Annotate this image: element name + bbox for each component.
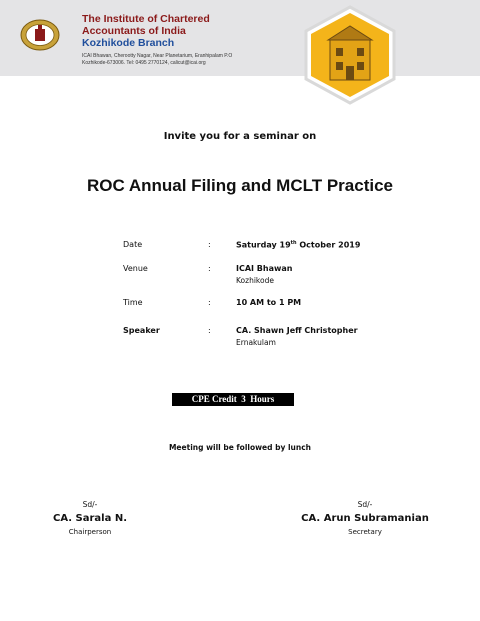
secretary-name: CA. Arun Subramanian	[301, 513, 429, 524]
venue-label: Venue	[123, 264, 148, 273]
venue-separator: :	[208, 264, 211, 273]
date-separator: :	[208, 240, 211, 249]
time-separator: :	[208, 298, 211, 307]
address-line2: Kozhikode-673006. Tel: 0495 2770124, calicut@icai.org	[82, 60, 206, 66]
lunch-note: Meeting will be followed by lunch	[168, 443, 312, 452]
date-value-suffix: th	[290, 240, 297, 246]
date-value	[236, 240, 360, 250]
date-value-day: Saturday 19	[236, 240, 291, 250]
secretary-sd: Sd/-	[357, 500, 373, 509]
time-label: Time	[123, 298, 143, 307]
speaker-label: Speaker	[123, 326, 160, 335]
address-line1: ICAI Bhawan, Cherootty Nagar, Near Planetarium, Eranhipalam P.O	[82, 53, 233, 59]
org-name-line1: The Institute of Chartered	[82, 13, 210, 25]
chairperson-role: Chairperson	[68, 528, 112, 536]
chairperson-sd: Sd/-	[82, 500, 98, 509]
cpe-credit-badge: CPE Credit 3 Hours	[172, 393, 294, 406]
letterhead	[0, 0, 480, 76]
date-label: Date	[123, 240, 143, 249]
date-value-month-year: October 2019	[296, 240, 361, 250]
time-value: 10 AM to 1 PM	[236, 298, 302, 307]
org-name-line2: Accountants of India	[82, 25, 186, 37]
building-hexagon-emblem	[300, 4, 400, 106]
secretary-role: Secretary	[348, 528, 382, 536]
chairperson-name: CA. Sarala N.	[53, 513, 127, 524]
speaker-city: Ernakulam	[236, 338, 276, 347]
speaker-name: CA. Shawn Jeff Christopher	[236, 326, 358, 335]
seminar-title: ROC Annual Filing and MCLT Practice	[86, 176, 394, 195]
speaker-separator: :	[208, 326, 211, 335]
venue-city: Kozhikode	[236, 276, 274, 285]
branch-name: Kozhikode Branch	[82, 37, 175, 49]
invite-text: Invite you for a seminar on	[163, 131, 317, 142]
venue-value: ICAI Bhawan	[236, 264, 293, 273]
icai-logo-icon	[20, 15, 60, 55]
